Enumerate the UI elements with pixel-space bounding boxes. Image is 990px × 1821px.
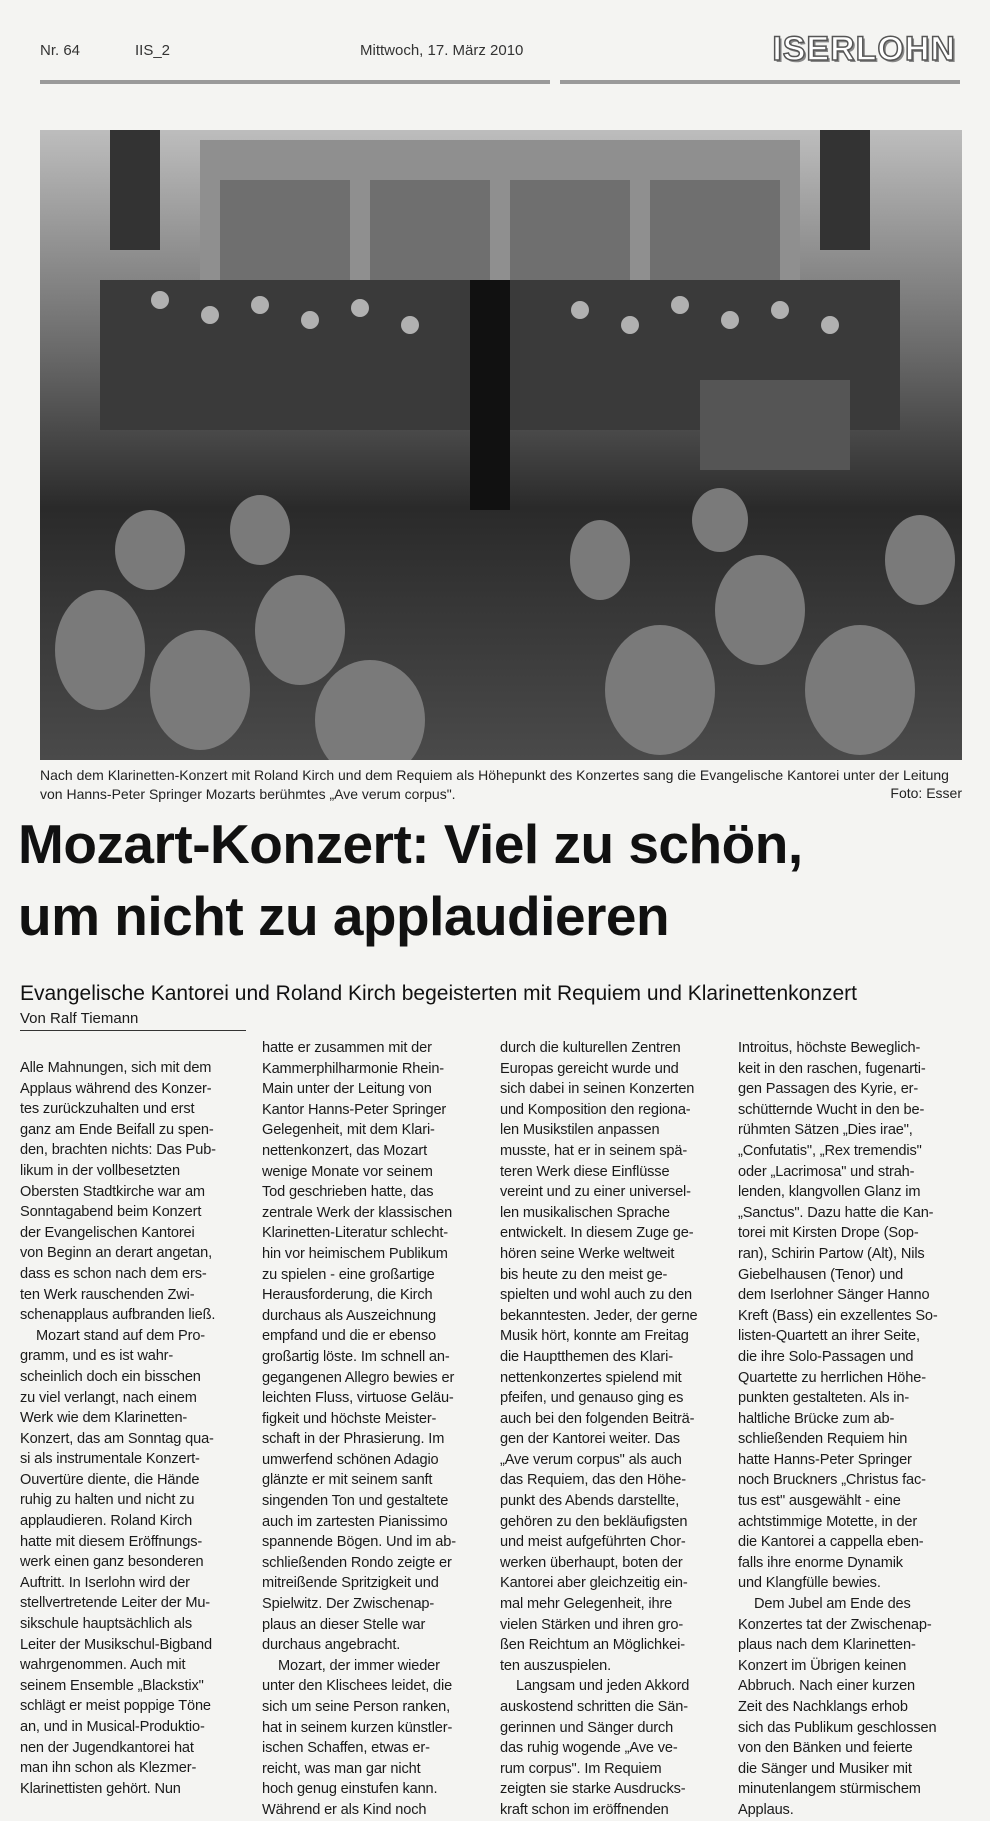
header-rule: [40, 80, 550, 84]
text-line: Abbruch. Nach einer kurzen: [738, 1678, 915, 1695]
text-line: tes zurückzuhalten und erst: [20, 1101, 195, 1118]
text-line: teren Werk diese Einflüsse: [500, 1163, 670, 1180]
text-line: Während er als Kind noch: [262, 1801, 427, 1818]
text-line: reicht, was man gar nicht: [262, 1760, 421, 1777]
text-line: Kantorei aber gleichzeitig ein-: [500, 1575, 688, 1592]
text-line: bis heute zu den meist ge-: [500, 1266, 668, 1283]
text-line: Applaus.: [738, 1801, 794, 1818]
text-line: Klarinettisten gehört. Nun: [20, 1780, 181, 1797]
text-line: umwerfend schönen Adagio: [262, 1451, 439, 1468]
article-column-2: [262, 1038, 494, 1821]
text-line: gegangenen Allegro bewies er: [262, 1369, 455, 1386]
text-line: pfeifen, und genauso ging es: [500, 1390, 684, 1407]
text-line: hatte er zusammen mit der: [262, 1040, 432, 1056]
text-line: noch Bruckners „Christus fac-: [738, 1472, 926, 1489]
text-line: Obersten Stadtkirche war am: [20, 1183, 205, 1200]
text-line: achtstimmige Motette, in der: [738, 1513, 918, 1530]
text-line: sich dabei in seinen Konzerten: [500, 1081, 695, 1098]
text-line: ßen Reichtum an Möglichkei-: [500, 1637, 685, 1654]
text-line: nettenkonzertes spielend mit: [500, 1369, 682, 1386]
text-line: großartig löste. Im schnell an-: [262, 1348, 450, 1365]
text-line: ten auszuspielen.: [500, 1657, 612, 1674]
text-line: Herausforderung, die Kirch: [262, 1287, 433, 1304]
text-line: haltliche Brücke zum ab-: [738, 1410, 895, 1427]
text-line: Mozart, der immer wieder: [278, 1657, 440, 1674]
text-line: nen der Jugendkantorei hat: [20, 1739, 194, 1756]
text-line: entwickelt. In diesem Zuge ge-: [500, 1225, 694, 1242]
text-line: listen-Quartett an ihrer Seite,: [738, 1328, 920, 1345]
subheadline: Evangelische Kantorei und Roland Kirch begeisterten mit Requiem und Klarinettenkonzert: [20, 982, 857, 1005]
text-line: ganz am Ende Beifall zu spen-: [20, 1121, 214, 1138]
text-line: hören seine Werke weltweit: [500, 1245, 675, 1262]
text-line: Klarinetten-Literatur schlecht-: [262, 1225, 448, 1242]
issue-number: Nr. 64: [40, 42, 81, 59]
text-line: singenden Ton und gestaltete: [262, 1493, 449, 1510]
text-line: Auftritt. In Iserlohn wird der: [20, 1574, 190, 1591]
text-line: hin vor heimischem Publikum: [262, 1245, 448, 1262]
text-line: durch die kulturellen Zentren: [500, 1040, 681, 1056]
text-line: plaus nach dem Klarinetten-: [738, 1637, 916, 1654]
text-line: Main unter der Leitung von: [262, 1081, 432, 1098]
text-line: zu viel verlangt, nach einem: [20, 1389, 197, 1406]
text-line: leichten Fluss, virtuose Geläu-: [262, 1390, 454, 1407]
text-line: Applaus während des Konzer-: [20, 1080, 212, 1097]
text-line: hatte Hanns-Peter Springer: [738, 1451, 912, 1468]
text-line: durchaus als Auszeichnung: [262, 1307, 436, 1324]
text-line: das Requiem, das den Höhe-: [500, 1472, 686, 1489]
text-line: unter den Klischees leidet, die: [262, 1678, 453, 1695]
header-rule: [560, 80, 960, 84]
text-line: Leiter der Musikschul-Bigband: [20, 1636, 212, 1653]
text-line: ruhig zu halten und nicht zu: [20, 1492, 195, 1509]
text-line: ischen Schaffen, etwas er-: [262, 1740, 430, 1757]
text-line: Konzert, das am Sonntag qua-: [20, 1430, 214, 1447]
text-line: Langsam und jeden Akkord: [516, 1678, 690, 1695]
text-line: von Beginn an derart angetan,: [20, 1245, 213, 1262]
article-column-1: [20, 1058, 252, 1799]
text-line: Kammerphilharmonie Rhein-: [262, 1060, 444, 1077]
text-line: schließenden Rondo zeigte er: [262, 1554, 452, 1571]
text-line: die Hauptthemen des Klari-: [500, 1348, 673, 1365]
text-line: „Confutatis", „Rex tremendis": [738, 1142, 922, 1159]
text-line: sich um seine Person ranken,: [262, 1699, 451, 1715]
text-line: keit in den raschen, fugenarti-: [738, 1060, 926, 1077]
text-line: Kreft (Bass) ein exzellentes So-: [738, 1307, 938, 1324]
article-column-3: [500, 1038, 732, 1821]
text-line: stellvertretende Leiter der Mu-: [20, 1595, 211, 1612]
text-line: gen der Kantorei weiter. Das: [500, 1431, 680, 1448]
text-line: Tod geschrieben hatte, das: [262, 1184, 434, 1201]
text-line: Giebelhausen (Tenor) und: [738, 1266, 904, 1283]
text-line: gerinnen und Sänger durch: [500, 1719, 674, 1736]
text-line: dass es schon nach dem ers-: [20, 1265, 207, 1282]
text-line: sikschule hauptsächlich als: [20, 1616, 192, 1633]
text-line: zu spielen - eine großartige: [262, 1266, 435, 1283]
text-line: hoch genug einstufen kann.: [262, 1781, 438, 1798]
text-line: vielen Stärken und ihren gro-: [500, 1616, 684, 1633]
text-line: die ihre Solo-Passagen und: [738, 1348, 914, 1365]
text-line: wahrgenommen. Auch mit: [20, 1657, 186, 1674]
text-line: rühmten Sätzen „Dies irae",: [738, 1122, 913, 1139]
text-line: Mozart stand auf dem Pro-: [36, 1327, 206, 1344]
concert-photo: [40, 130, 962, 760]
text-line: dem Iserlohner Sänger Hanno: [738, 1287, 930, 1304]
article-column-4: [738, 1038, 970, 1821]
text-line: und Klangfülle bewies.: [738, 1575, 881, 1592]
text-line: Konzertes tat der Zwischenap-: [738, 1616, 932, 1633]
text-line: figkeit und höchste Meister-: [262, 1410, 437, 1427]
text-line: das ruhig wogende „Ave ve-: [500, 1740, 678, 1757]
text-line: auch bei den folgenden Beiträ-: [500, 1410, 695, 1427]
text-line: man ihn schon als Klezmer-: [20, 1760, 197, 1777]
text-line: lenden, klangvollen Glanz im: [738, 1184, 921, 1201]
text-line: Kantor Hanns-Peter Springer: [262, 1101, 447, 1118]
text-line: die Sänger und Musiker mit: [738, 1760, 912, 1777]
text-line: si als instrumentale Konzert-: [20, 1451, 200, 1468]
text-line: seinem Ensemble „Blackstix": [20, 1677, 204, 1694]
text-line: Quartette zu herrlichen Höhe-: [738, 1369, 926, 1386]
text-line: Gelegenheit, mit dem Klari-: [262, 1122, 435, 1139]
text-line: glänzte er mit seinem sanft: [262, 1472, 433, 1489]
text-line: torei mit Kirsten Drope (Sop-: [738, 1225, 919, 1242]
text-line: und Komposition den regiona-: [500, 1101, 691, 1118]
byline: Von Ralf Tiemann: [20, 1010, 246, 1031]
text-line: zeigten sie starke Ausdrucks-: [500, 1781, 686, 1798]
text-line: schenapplaus aufbranden ließ.: [20, 1307, 216, 1324]
text-line: schaft in der Phrasierung. Im: [262, 1431, 445, 1448]
text-line: gramm, und es ist wahr-: [20, 1348, 174, 1365]
text-line: minutenlangem stürmischem: [738, 1781, 921, 1798]
photo-caption: Nach dem Klarinetten-Konzert mit Roland Kirch und dem Requiem als Höhepunkt des Konzertes sang die Evangelische Kantorei unter der Leitung von Hanns-Peter Springer Mozarts berühmtes „Ave verum corpus".: [40, 767, 949, 802]
text-line: rum corpus". Im Requiem: [500, 1760, 662, 1777]
text-line: hat in seinem kurzen künstler-: [262, 1719, 453, 1736]
text-line: von den Bänken und feierte: [738, 1740, 913, 1757]
text-line: kraft schon im eröffnenden: [500, 1801, 669, 1818]
headline-line: um nicht zu applaudieren: [18, 885, 670, 947]
text-line: schlägt er meist poppige Töne: [20, 1698, 211, 1715]
text-line: Musik hört, konnte am Freitag: [500, 1328, 689, 1345]
text-line: werken überhaupt, boten der: [500, 1554, 683, 1571]
text-line: Introitus, höchste Beweglich-: [738, 1040, 921, 1056]
text-line: punkt des Abends darstellte,: [500, 1493, 680, 1510]
text-line: an, und in Musical-Produktio-: [20, 1719, 205, 1735]
text-line: punkten gestalteten. Als in-: [738, 1390, 910, 1407]
text-line: plaus an dieser Stelle war: [262, 1616, 426, 1633]
text-line: spielten und wohl auch zu den: [500, 1287, 692, 1304]
text-line: ran), Schirin Partow (Alt), Nils: [738, 1245, 925, 1262]
text-line: der Evangelischen Kantorei: [20, 1224, 195, 1241]
text-line: Ouvertüre diente, die Hände: [20, 1471, 200, 1488]
text-line: bekanntesten. Jeder, der gerne: [500, 1307, 698, 1324]
page-code: IIS_2: [135, 42, 171, 59]
text-line: wenige Monate vor seinem: [262, 1163, 433, 1180]
text-line: Zeit des Nachklangs erhob: [738, 1699, 908, 1715]
text-line: hatte mit diesem Eröffnungs-: [20, 1533, 203, 1550]
headline-line: Mozart-Konzert: Viel zu schön,: [18, 813, 803, 875]
text-line: „Sanctus". Dazu hatte die Kan-: [738, 1204, 934, 1221]
conductor: [470, 280, 510, 510]
section-title: ISERLOHN: [772, 30, 956, 68]
text-line: Konzert im Übrigen keinen: [738, 1657, 907, 1674]
text-line: die Kantorei a cappella eben-: [738, 1534, 924, 1551]
text-line: spannende Bögen. Und im ab-: [262, 1534, 456, 1551]
text-line: Sonntagabend beim Konzert: [20, 1204, 202, 1221]
text-line: auch im zartesten Pianissimo: [262, 1513, 448, 1530]
text-line: und meist aufgeführten Chor-: [500, 1534, 686, 1551]
text-line: vereint und zu einer universel-: [500, 1184, 691, 1201]
text-line: Dem Jubel am Ende des: [754, 1596, 911, 1613]
text-line: len musikalischen Sprache: [500, 1204, 670, 1221]
text-line: Alle Mahnungen, sich mit dem: [20, 1060, 212, 1076]
text-line: den, brachten nichts: Das Pub-: [20, 1142, 216, 1159]
text-line: likum in der vollbesetzten: [20, 1162, 180, 1179]
text-line: falls ihre enorme Dynamik: [738, 1554, 903, 1571]
text-line: Europas gereicht wurde und: [500, 1060, 679, 1077]
text-line: durchaus angebracht.: [262, 1637, 401, 1654]
photo-credit: Foto: Esser: [890, 785, 962, 801]
text-line: mal mehr Gelegenheit, ihre: [500, 1596, 673, 1613]
text-line: applaudieren. Roland Kirch: [20, 1513, 193, 1530]
publication-date: Mittwoch, 17. März 2010: [360, 42, 524, 59]
text-line: ten Werk rauschenden Zwi-: [20, 1286, 195, 1303]
text-line: werk einen ganz besonderen: [20, 1554, 204, 1571]
text-line: „Ave verum corpus" als auch: [500, 1451, 682, 1468]
text-line: mitreißende Spritzigkeit und: [262, 1575, 439, 1592]
text-line: oder „Lacrimosa" und strah-: [738, 1163, 915, 1180]
text-line: nettenkonzert, das Mozart: [262, 1142, 427, 1159]
text-line: len Musikstilen anpassen: [500, 1122, 660, 1139]
headline: [18, 808, 803, 952]
text-line: Spielwitz. Der Zwischenap-: [262, 1596, 435, 1613]
text-line: scheinlich doch ein bisschen: [20, 1368, 201, 1385]
text-line: schließenden Requiem hin: [738, 1431, 908, 1448]
text-line: musste, hat er in seinem spä-: [500, 1142, 688, 1159]
text-line: Werk wie dem Klarinetten-: [20, 1410, 188, 1427]
text-line: gehören zu den bekläufigsten: [500, 1513, 688, 1530]
text-line: gen Passagen des Kyrie, er-: [738, 1081, 919, 1098]
text-line: auskostend schritten die Sän-: [500, 1699, 688, 1715]
text-line: sich das Publikum geschlossen: [738, 1719, 937, 1736]
text-line: schütternde Wucht in den be-: [738, 1101, 925, 1118]
text-line: zentrale Werk der klassischen: [262, 1204, 453, 1221]
text-line: empfand und die er ebenso: [262, 1328, 436, 1345]
text-line: tus est" ausgewählt - eine: [738, 1493, 901, 1510]
